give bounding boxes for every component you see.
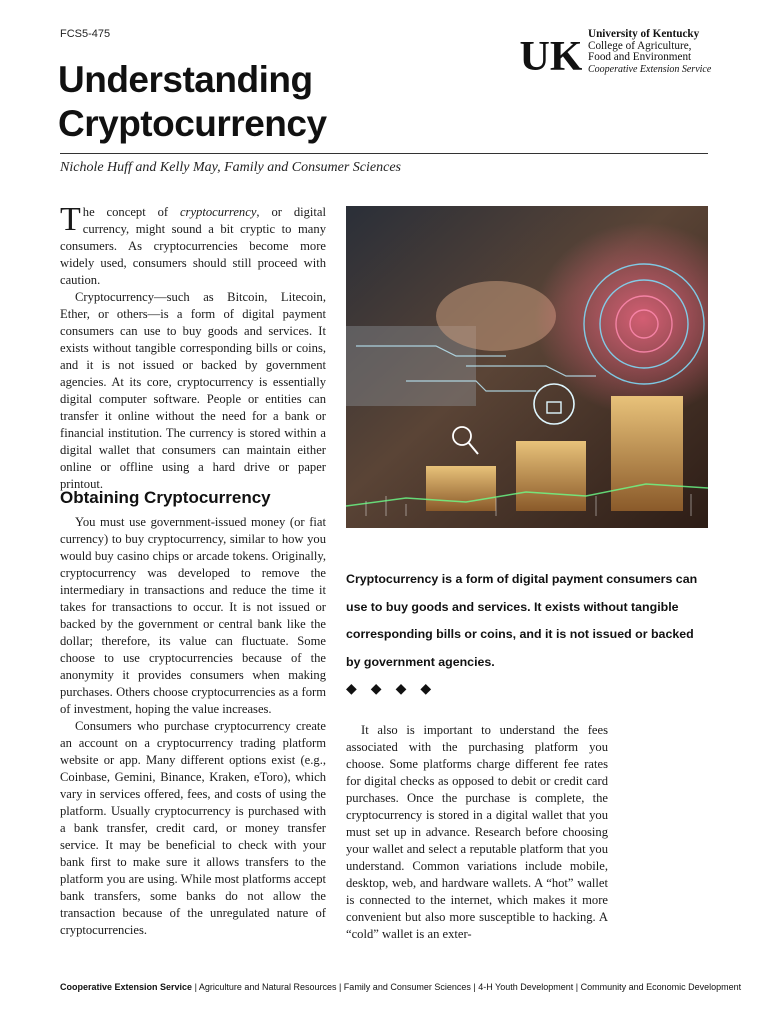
obtaining-paragraph-1: You must use government-issued money (or fiat currency) to buy cryptocurrency, similar to how you would buy casino chips or arcade tokens. Originally, cryptocurrency was developed to remove the intermediary in transactions and reduce the time it takes for transactions to occur. It is not issued or backed by the government or central bank like the dollar; therefore, its value can fluctuate. Some choose to use cryptocurrencies because of the anonymity it provides consumers when making purchases. Others choose cryptocurrencies as a form of investment, hoping the value increases.: [60, 515, 326, 716]
publication-code: FCS5-475: [60, 28, 111, 40]
crypto-photo: [346, 206, 708, 528]
university-name: University of Kentucky: [588, 28, 700, 40]
section-divider: [346, 681, 445, 697]
right-column: [346, 722, 608, 943]
right-paragraph-1: It also is important to understand the fees associated with the purchasing platform you choose. Some platforms charge different fee rates for digital checks as opposed to debit or credit card purchases. Once the purchase is complete, the cryptocurrency is stored in a digital wallet that you must set up in advance. Research before choosing your wallet and select a reputable platform that you understand. Common variations include mobile, desktop, web, and hardware wallets. A “hot” wallet is connected to the internet, which makes it more convenient but also more susceptible to hacking. A “cold” wallet is an exter-: [346, 723, 608, 941]
diamond-ornament: ◆: [395, 681, 407, 697]
drop-cap: T: [60, 201, 81, 238]
authors: Nichole Huff and Kelly May, Family and Consumer Sciences: [60, 160, 401, 175]
page-title: [58, 58, 358, 146]
obtaining-paragraph-2: Consumers who purchase cryptocurrency create an account on a cryptocurrency trading platform website or app. Many different options exist (e.g., Coinbase, Gemini, Binance, Kraken, eToro), which vary in services offered, fees, and costs of using the platform. Usually cryptocurrency is purchased with a bank transfer, credit card, or money transfer service. It may be beneficial to check with your bank first to make sure it allows transfers to the platform you are using. While most platforms accept bank transfers, some banks do not allow the transaction because of the unregulated nature of cryptocurrencies.: [60, 719, 326, 937]
uk-logo-text: UK: [520, 34, 582, 78]
intro-emphasis: cryptocurrency: [179, 205, 257, 219]
footer: [60, 982, 742, 992]
extension-service: Cooperative Extension Service: [588, 63, 712, 75]
title-line-2: Cryptocurrency: [58, 103, 327, 144]
diamond-ornament: ◆: [420, 681, 432, 697]
intro-text-b: , or digital currency, might sound a bit cryptic to many consumers. As cryptocurrencies become more widely used, consumers should still proceed with caution.: [60, 205, 326, 287]
intro-paragraph-1: [60, 201, 326, 289]
intro-text-a: he concept of: [82, 205, 180, 219]
footer-units: | Agriculture and Natural Resources | Family and Consumer Sciences | 4-H Youth Development | Community and Economic Development: [192, 982, 742, 992]
section-heading-obtaining: Obtaining Cryptocurrency: [60, 488, 271, 507]
intro-paragraph-2: Cryptocurrency—such as Bitcoin, Litecoin, Ether, or others—is a form of digital payment consumers can use to buy goods and services. It exists without tangible corresponding bills or coins, and it is not issued or backed by government agencies. At its core, cryptocurrency is essentially digital computer software. People or entities can transfer it online without the need for a bank or financial institution. The currency is stored within a digital wallet that consumers can maintain either online or offline using a hard drive or paper printout.: [60, 290, 326, 491]
footer-org: Cooperative Extension Service: [60, 982, 193, 992]
header-rule: [60, 153, 708, 154]
diamond-ornament: ◆: [346, 681, 357, 697]
obtaining-section: [60, 514, 326, 939]
university-block: [588, 29, 738, 75]
diamond-ornament: ◆: [370, 681, 382, 697]
college-line-1: College of Agriculture,: [588, 39, 692, 52]
intro-section: [60, 201, 326, 493]
title-line-1: Understanding: [58, 59, 313, 100]
college-line-2: Food and Environment: [588, 51, 692, 63]
uk-logo: [520, 32, 582, 78]
photo-caption: Cryptocurrency is a form of digital payment consumers can use to buy goods and services. It exists without tangible corresponding bills or coins, and it is not issued or backed by government agencies.: [346, 572, 698, 669]
